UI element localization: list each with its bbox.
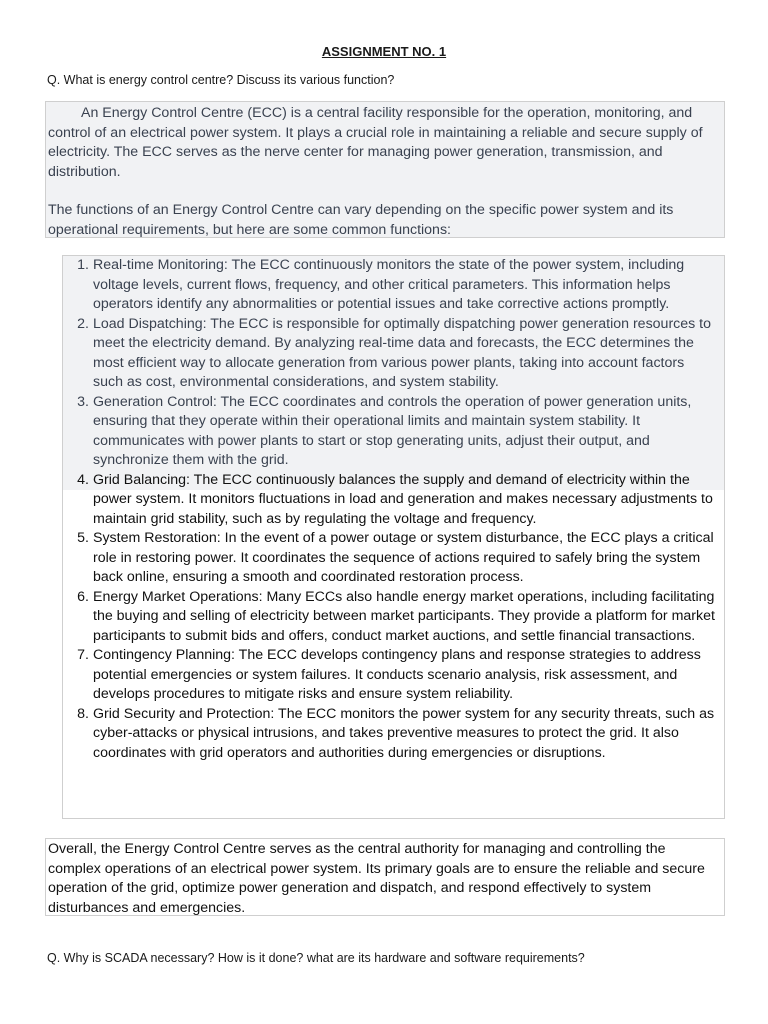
list-item: Generation Control: The ECC coordinates and controls the operation of power generation units, ensuring that they operate within their operational limits and maintain system stability. It communicates with power plants to start or stop generating units, adjust their output, and synchronize them with the grid.	[93, 393, 692, 468]
list-item: Energy Market Operations: Many ECCs also handle energy market operations, including facilitating the buying and selling of electricity between market participants. They provide a platform for market participants to submit bids and offers, conduct market auctions, and settle financial transactions.	[93, 588, 715, 644]
list-item: Load Dispatching: The ECC is responsible for optimally dispatching power generation resources to meet the electricity demand. By analyzing real-time data and forecasts, the ECC determines the most efficient way to allocate generation from various power plants, taking into account factors such as cost, environmental considerations, and system stability.	[93, 315, 712, 390]
functions-intro: The functions of an Energy Control Centre can vary depending on the specific power system and its operational requirements, but here are some common functions:	[48, 202, 674, 238]
summary-box	[45, 838, 725, 916]
intro-box	[45, 101, 725, 238]
intro-paragraph: An Energy Control Centre (ECC) is a central facility responsible for the operation, monitoring, and control of an electrical power system. It plays a crucial role in maintaining a reliable and secure supply of electricity. The ECC serves as the nerve center for managing power generation, transmission, and distribution.	[48, 105, 703, 180]
functions-list-box	[62, 255, 725, 819]
list-item: Grid Balancing: The ECC continuously balances the supply and demand of electricity within the power system. It monitors fluctuations in load and generation and makes necessary adjustments to maintain grid stability, such as by regulating the voltage and frequency.	[93, 471, 713, 527]
functions-list	[63, 256, 724, 763]
assignment-title: ASSIGNMENT NO. 1	[321, 44, 447, 59]
summary-paragraph: Overall, the Energy Control Centre serves as the central authority for managing and controlling the complex operations of an electrical power system. Its primary goals are to ensure the reliable and secure operation of the grid, optimize power generation and dispatch, and respond effectively to system disturbances and emergencies.	[48, 841, 705, 916]
list-item: System Restoration: In the event of a power outage or system disturbance, the ECC plays a critical role in restoring power. It coordinates the sequence of actions required to safely bring the system back online, ensuring a smooth and coordinated restoration process.	[93, 530, 714, 585]
list-item: Contingency Planning: The ECC develops contingency plans and response strategies to address potential emergencies or system failures. It conducts scenario analysis, risk assessment, and develops procedures to mitigate risks and ensure system reliability.	[93, 647, 701, 702]
question-1: Q. What is energy control centre? Discuss its various function?	[47, 73, 395, 87]
question-2: Q. Why is SCADA necessary? How is it done? what are its hardware and software requirements?	[47, 951, 585, 965]
list-item: Real-time Monitoring: The ECC continuously monitors the state of the power system, including voltage levels, current flows, frequency, and other critical parameters. This information helps operators identify any abnormalities or potential issues and take corrective actions promptly.	[93, 257, 685, 312]
list-item: Grid Security and Protection: The ECC monitors the power system for any security threats, such as cyber-attacks or physical intrusions, and takes preventive measures to protect the grid. It also coordinates with grid operators and authorities during emergencies or disruptions.	[93, 705, 715, 761]
